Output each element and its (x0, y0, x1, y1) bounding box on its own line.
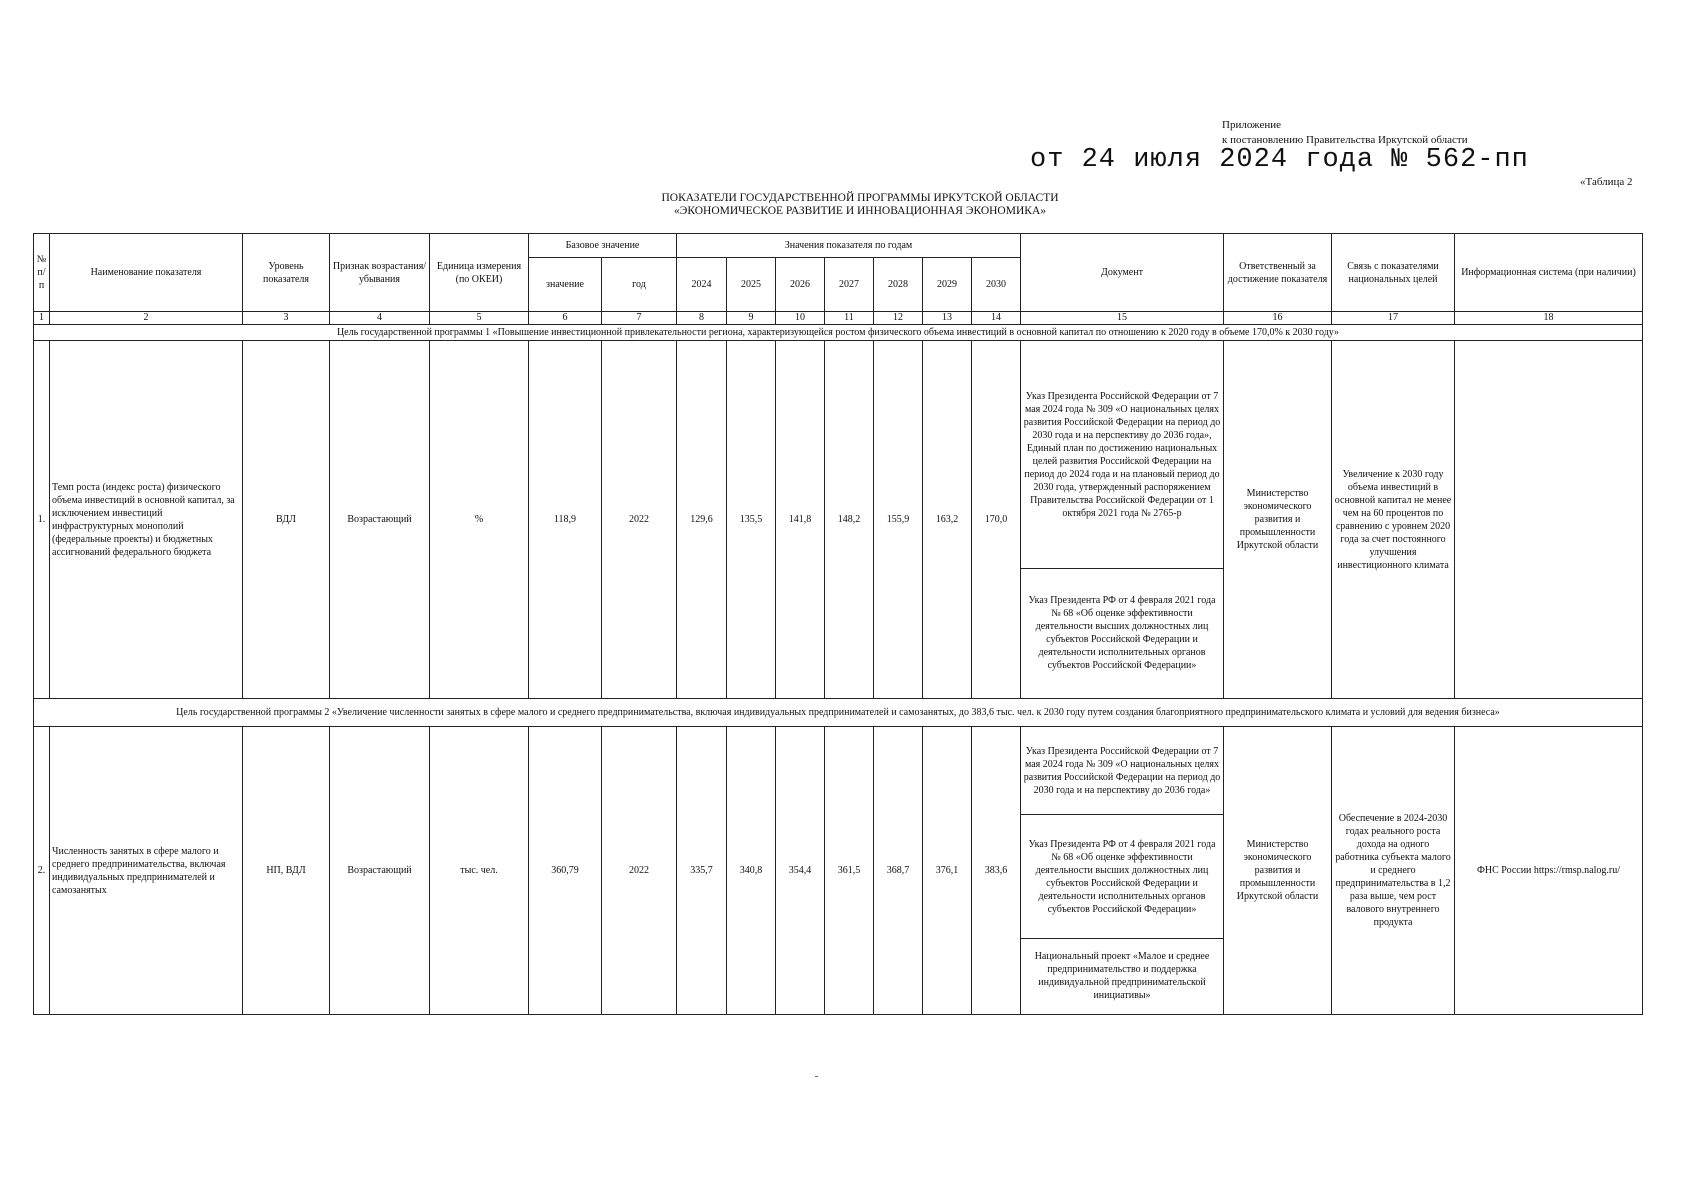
goal-1: Цель государственной программы 1 «Повышение инвестиционной привлекательности региона, характеризующейся ростом физического объема инвестиций в основной капитал по отношению к 2020 году в объеме 170,0% к 2030 году» (34, 325, 1643, 341)
indicator-name: Численность занятых в сфере малого и среднего предпринимательства, включая индивидуальных предпринимателей и самозанятых (50, 727, 243, 1015)
col-number: 18 (1455, 312, 1643, 325)
title-line1: ПОКАЗАТЕЛИ ГОСУДАРСТВЕННОЙ ПРОГРАММЫ ИРКУТСКОЙ ОБЛАСТИ (661, 192, 1059, 204)
col-number: 2 (50, 312, 243, 325)
document-entry: Указ Президента РФ от 4 февраля 2021 года № 68 «Об оценке эффективности деятельности высших должностных лиц субъектов Российской Федерации и деятельности исполнительных органов субъектов Российской Федерации» (1021, 815, 1223, 939)
indicator-unit: % (430, 341, 529, 699)
document-entry: Указ Президента РФ от 4 февраля 2021 года № 68 «Об оценке эффективности деятельности высших должностных лиц субъектов Российской Федерации и деятельности исполнительных органов субъектов Российской Федерации» (1028, 595, 1216, 671)
header-link: Связь с показателями национальных целей (1332, 234, 1455, 312)
col-number: 9 (727, 312, 776, 325)
document-entry: Национальный проект «Малое и среднее предпринимательство и поддержка индивидуальной предпринимательской инициативы» (1034, 951, 1210, 1001)
year-value: 135,5 (727, 341, 776, 699)
header-year: 2030 (972, 258, 1021, 312)
goal-2: Цель государственной программы 2 «Увеличение численности занятых в сфере малого и среднего предпринимательства, включая индивидуальных предпринимателей и самозанятых, до 383,6 тыс. чел. к 2030 году путем создания благоприятного предпринимательского климата и условий для ведения бизнеса» (34, 699, 1643, 727)
row-num: 2. (34, 727, 50, 1015)
col-number: 10 (776, 312, 825, 325)
header-infosystem: Информационная система (при наличии) (1455, 234, 1643, 312)
header-year: 2026 (776, 258, 825, 312)
header-base-value: значение (529, 258, 602, 312)
appendix-line2: к постановлению Правительства Иркутской области (1222, 134, 1468, 146)
year-value: 340,8 (727, 727, 776, 1015)
document-entry: Указ Президента Российской Федерации от 7 мая 2024 года № 309 «О национальных целях развития Российской Федерации на период до 2030 года и на перспективу до 2036 года», Единый план по достижению национальных целей развития Российской Федерации на период до 2024 года и на плановый период до 2030 года, утвержденный распоряжением Правительства Российской Федерации от 1 октября 2021 года № 2765-р (1021, 341, 1223, 569)
year-value: 170,0 (972, 341, 1021, 699)
col-number: 14 (972, 312, 1021, 325)
header-num: № п/п (34, 234, 50, 312)
year-value: 163,2 (923, 341, 972, 699)
appendix-note (1222, 118, 1468, 148)
appendix-line1: Приложение (1222, 119, 1282, 131)
header-year: 2027 (825, 258, 874, 312)
responsible: Министерство экономического развития и промышленности Иркутской области (1224, 727, 1332, 1015)
info-system: ФНС России https://rmsp.nalog.ru/ (1455, 727, 1643, 1015)
header-year: 2028 (874, 258, 923, 312)
indicator-level: ВДЛ (243, 341, 330, 699)
header-level: Уровень показателя (243, 234, 330, 312)
indicator-sign: Возрастающий (330, 341, 430, 699)
header-base-year: год (602, 258, 677, 312)
indicator-sign: Возрастающий (330, 727, 430, 1015)
year-value: 376,1 (923, 727, 972, 1015)
col-number: 1 (34, 312, 50, 325)
header-responsible: Ответственный за достижение показателя (1224, 234, 1332, 312)
header-year: 2029 (923, 258, 972, 312)
table-row (34, 727, 1643, 1015)
year-value: 141,8 (776, 341, 825, 699)
year-value: 129,6 (677, 341, 727, 699)
national-goal-link: Увеличение к 2030 году объема инвестиций в основной капитал не менее чем на 60 процентов по сравнению с уровнем 2020 года за счет постоянного улучшения инвестиционного климата (1332, 341, 1455, 699)
scan-speck (815, 1076, 818, 1077)
header-by-years: Значения показателя по годам (677, 234, 1021, 258)
header-base: Базовое значение (529, 234, 677, 258)
col-number: 15 (1021, 312, 1224, 325)
national-goal-link: Обеспечение в 2024-2030 годах реального роста дохода на одного работника субъекта малого и среднего предпринимательства в 1,2 раза выше, чем рост валового внутреннего продукта (1332, 727, 1455, 1015)
decree-stamp: от 24 июля 2024 года № 562-пп (1030, 145, 1529, 175)
year-value: 361,5 (825, 727, 874, 1015)
year-value: 335,7 (677, 727, 727, 1015)
col-number: 11 (825, 312, 874, 325)
col-number: 4 (330, 312, 430, 325)
indicator-name: Темп роста (индекс роста) физического объема инвестиций в основной капитал, за исключением инвестиций инфраструктурных монополий (федеральные проекты) и бюджетных ассигнований федерального бюджета (50, 341, 243, 699)
col-number: 16 (1224, 312, 1332, 325)
col-number: 6 (529, 312, 602, 325)
table-label: «Таблица 2 (1580, 176, 1633, 188)
col-number: 17 (1332, 312, 1455, 325)
page-title (620, 192, 1100, 218)
header-name: Наименование показателя (50, 234, 243, 312)
header-sign: Признак возрастания/ убывания (330, 234, 430, 312)
indicator-unit: тыс. чел. (430, 727, 529, 1015)
base-value: 118,9 (529, 341, 602, 699)
row-num: 1. (34, 341, 50, 699)
base-year: 2022 (602, 727, 677, 1015)
document-cell (1021, 727, 1224, 1015)
col-number: 13 (923, 312, 972, 325)
col-number: 12 (874, 312, 923, 325)
year-value: 155,9 (874, 341, 923, 699)
indicators-table (33, 233, 1643, 1015)
indicator-level: НП, ВДЛ (243, 727, 330, 1015)
year-value: 368,7 (874, 727, 923, 1015)
responsible: Министерство экономического развития и промышленности Иркутской области (1224, 341, 1332, 699)
header-document: Документ (1021, 234, 1224, 312)
col-number: 7 (602, 312, 677, 325)
col-number: 8 (677, 312, 727, 325)
base-value: 360,79 (529, 727, 602, 1015)
year-value: 148,2 (825, 341, 874, 699)
year-value: 354,4 (776, 727, 825, 1015)
header-year: 2025 (727, 258, 776, 312)
info-system (1455, 341, 1643, 699)
header-year: 2024 (677, 258, 727, 312)
col-number: 3 (243, 312, 330, 325)
document-cell (1021, 341, 1224, 699)
year-value: 383,6 (972, 727, 1021, 1015)
table-row (34, 341, 1643, 699)
base-year: 2022 (602, 341, 677, 699)
document-entry: Указ Президента Российской Федерации от 7 мая 2024 года № 309 «О национальных целях развития Российской Федерации на период до 2030 года и на перспективу до 2036 года» (1021, 727, 1223, 815)
header-unit: Единица измерения (по ОКЕИ) (430, 234, 529, 312)
col-number: 5 (430, 312, 529, 325)
title-line2: «ЭКОНОМИЧЕСКОЕ РАЗВИТИЕ И ИННОВАЦИОННАЯ ЭКОНОМИКА» (673, 205, 1046, 217)
